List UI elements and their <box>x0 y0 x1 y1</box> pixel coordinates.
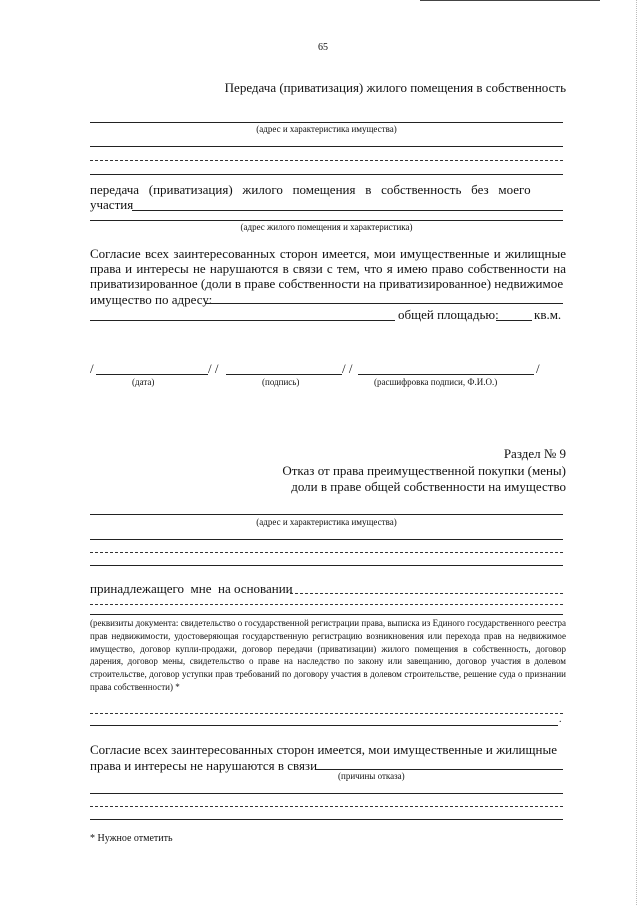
page-number: 65 <box>318 42 328 53</box>
blank-line[interactable] <box>90 793 563 794</box>
slash: / <box>536 361 540 376</box>
blank-line[interactable] <box>90 122 563 123</box>
blank-line[interactable] <box>90 725 558 726</box>
consent-line2: права и интересы не нарушаются в связи <box>90 758 318 773</box>
scan-artifact-line <box>420 0 600 1</box>
period: . <box>559 714 562 725</box>
blank-line[interactable] <box>90 220 563 221</box>
caption-decoding: (расшифровка подписи, Ф.И.О.) <box>374 377 498 387</box>
blank-line[interactable] <box>90 514 563 515</box>
blank-line[interactable] <box>90 174 563 175</box>
footnote: * Нужное отметить <box>90 833 173 844</box>
caption-dwelling: (адрес жилого помещения и характеристика) <box>240 222 413 232</box>
blank-line[interactable] <box>90 565 563 566</box>
area-label: общей площадью: <box>398 307 499 322</box>
area-unit: кв.м. <box>534 307 562 322</box>
consent-line1: Согласие всех заинтересованных сторон имеется, мои имущественные и жилищные <box>90 742 557 757</box>
blank-line[interactable] <box>90 146 563 147</box>
blank-line[interactable] <box>90 160 563 161</box>
date-blank[interactable] <box>96 374 208 375</box>
consent-paragraph: Согласие всех заинтересованных сторон имеется, мои имущественные и жилищные права и интересы не нарушаются в связи с тем, что я имею право собственности на приватизированное (доли в праве собственности на приватизированное) недвижимое <box>90 246 566 291</box>
blank-line[interactable] <box>90 819 563 820</box>
section1-heading: Передача (приватизация) жилого помещения в собственность <box>224 80 566 95</box>
address-blank[interactable] <box>205 303 563 304</box>
section2-title-line1: Отказ от права преимущественной покупки (мены) <box>282 463 566 478</box>
section2-title-line2: доли в праве общей собственности на имущество <box>291 479 566 494</box>
blank-line[interactable] <box>90 604 563 605</box>
slash: / / <box>208 361 219 376</box>
caption-property-2: (адрес и характеристика имущества) <box>256 517 397 527</box>
blank-line[interactable] <box>90 552 563 553</box>
reason-blank[interactable] <box>316 769 563 770</box>
blank-line[interactable] <box>90 713 563 714</box>
transfer-text: передача (приватизация) жилого помещения в собственность без моего <box>90 182 531 197</box>
basis-label: принадлежащего мне на основании <box>90 581 293 596</box>
caption-reason: (причины отказа) <box>338 771 405 781</box>
blank-line[interactable] <box>90 539 563 540</box>
caption-date: (дата) <box>132 377 155 387</box>
section-label: Раздел № 9 <box>503 446 566 461</box>
area-blank[interactable] <box>496 320 532 321</box>
participation-blank[interactable] <box>132 210 563 211</box>
address-label: имущество по адресу: <box>90 292 213 307</box>
basis-blank[interactable] <box>290 593 563 594</box>
slash: / <box>90 361 94 376</box>
address-blank-2[interactable] <box>90 320 395 321</box>
blank-line[interactable] <box>90 614 563 615</box>
slash: / / <box>342 361 353 376</box>
decoding-blank[interactable] <box>358 374 534 375</box>
participation-label: участия <box>90 197 134 212</box>
signature-blank[interactable] <box>226 374 342 375</box>
caption-property: (адрес и характеристика имущества) <box>256 124 397 134</box>
blank-line[interactable] <box>90 806 563 807</box>
caption-signature: (подпись) <box>262 377 300 387</box>
requisites-note: (реквизиты документа: свидетельство о государственной регистрации права, выписка из Единого государственного реестра прав недвижимости, удостоверяющая государственную регистрацию возникновения или перехода прав на недвижимое имущество, договор купли-продажи, договор передачи (приватизации) жилого помещения в собственность, договор дарения, договор мены, свидетельство о праве на наследство по закону или завещанию, договор участия в долевом строительстве, договор уступки прав требований по договору участия в долевом строительстве, решение суда о признании права собственности) * <box>90 618 566 692</box>
scan-edge <box>636 0 640 905</box>
